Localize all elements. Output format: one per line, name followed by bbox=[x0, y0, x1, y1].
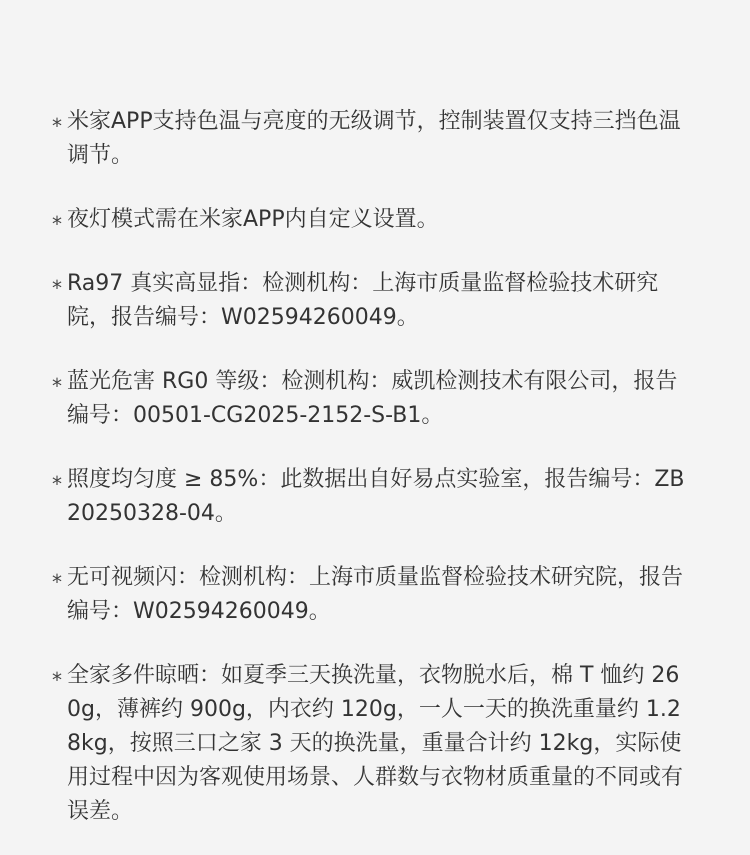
footnote-item bbox=[52, 659, 692, 829]
asterisk-marker: * bbox=[52, 472, 62, 496]
asterisk-marker: * bbox=[52, 114, 62, 138]
footnote-text: Ra97 真实高显指：检测机构：上海市质量监督检验技术研究院，报告编号：W02594260049。 bbox=[67, 271, 659, 330]
footnote-item bbox=[52, 267, 692, 335]
asterisk-marker: * bbox=[52, 668, 62, 692]
footnote-item bbox=[52, 463, 692, 531]
footnote-item bbox=[52, 561, 692, 629]
footnote-text: 全家多件晾晒：如夏季三天换洗量，衣物脱水后，棉 T 恤约 260g，薄裤约 900g，内衣约 120g，一人一天的换洗重量约 1.28kg，按照三口之家 3 天的换洗量，重量合计约 12kg，实际使用过程中因为客观使用场景、人群数与衣物材质重量的不同或有误差。 bbox=[67, 663, 684, 824]
footnote-text: 无可视频闪：检测机构：上海市质量监督检验技术研究院，报告编号：W02594260049。 bbox=[67, 565, 684, 624]
footnote-text: 照度均匀度 ≥ 85%：此数据出自好易点实验室，报告编号：ZB20250328-04。 bbox=[67, 467, 685, 526]
footnote-item bbox=[52, 365, 692, 433]
asterisk-marker: * bbox=[52, 374, 62, 398]
asterisk-marker: * bbox=[52, 570, 62, 594]
footnote-text: 米家APP支持色温与亮度的无级调节，控制装置仅支持三挡色温调节。 bbox=[67, 109, 681, 168]
footnote-item bbox=[52, 105, 692, 173]
asterisk-marker: * bbox=[52, 212, 62, 236]
footnote-item bbox=[52, 203, 692, 237]
footnote-text: 蓝光危害 RG0 等级：检测机构：威凯检测技术有限公司，报告编号：00501-CG2025-2152-S-B1。 bbox=[67, 369, 678, 428]
footnote-text: 夜灯模式需在米家APP内自定义设置。 bbox=[67, 207, 439, 232]
footnote-list bbox=[52, 105, 692, 829]
asterisk-marker: * bbox=[52, 276, 62, 300]
